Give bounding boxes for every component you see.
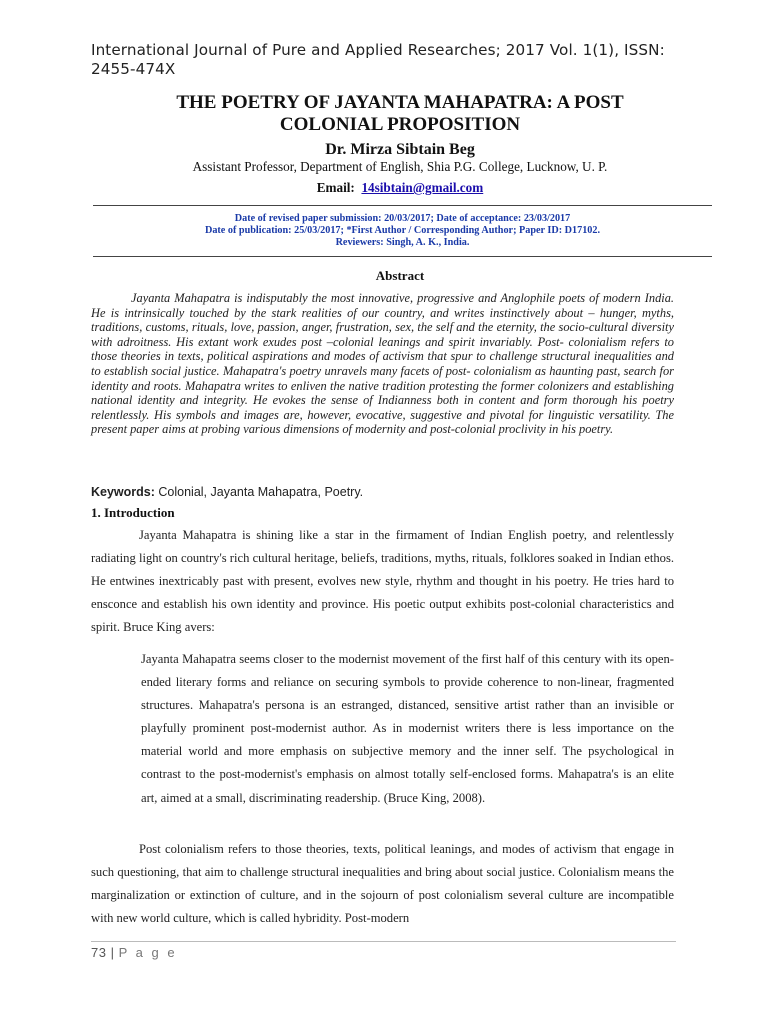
- bottom-divider: [93, 256, 712, 257]
- keywords-value: Colonial, Jayanta Mahapatra, Poetry.: [154, 485, 364, 499]
- dates-line-1: Date of revised paper submission: 20/03/2017; Date of acceptance: 23/03/2017: [234, 213, 571, 224]
- abstract-heading: Abstract: [375, 268, 425, 283]
- page-number: 73: [91, 945, 107, 960]
- submission-dates: [93, 213, 712, 250]
- introduction-heading: 1. Introduction: [91, 505, 175, 520]
- email-link[interactable]: 14sibtain@gmail.com: [361, 180, 484, 195]
- abstract-text: Jayanta Mahapatra is indisputably the most innovative, progressive and Anglophile poets of modern India. He is intrinsically touched by the stark realities of our country, and writes instinctively about – hunger, myths, traditions, customs, rituals, love, passion, anger, frustration, sex, the self and the eternity, the socio-cultural diversity with adroitness. His extant work exudes post –colonial leanings and spirit invariably. Post- colonialism refers to those theories in texts, political aspirations and modes of activism that spur to challenge structural inequalities and to establish social justice. Mahapatra's poetry unravels many facets of post- colonialism as haunting past, search for identity and roots. Mahapatra writes to enliven the native tradition protesting the former colonizers and establishing national identity and integrity. He evokes the sense of Indianness both in content and form thorough his poetry relentlessly. His symbols and images are, however, evocative, suggestive and pivotal for linguistic versatility. The present paper aims at probing various dimensions of modernity and post-colonial proclivity in his poetry.: [91, 291, 674, 437]
- author-affiliation: Assistant Professor, Department of English, Shia P.G. College, Lucknow, U. P.: [192, 159, 608, 174]
- email-label: Email:: [316, 180, 355, 195]
- introduction-paragraph-2: Post colonialism refers to those theories, texts, political leanings, and modes of activism that engage in such questioning, that aim to challenge structural inequalities and bring about social justice. Colonialism means the marginalization or extinction of culture, and in the sojourn of post colonialism several culture are incompatible with new world culture, which is called hybridity. Post-modern: [91, 842, 674, 926]
- keywords-label: Keywords:: [91, 485, 155, 499]
- page-separator: |: [110, 945, 115, 960]
- author-name: Dr. Mirza Sibtain Beg: [325, 141, 475, 158]
- introduction-paragraph-1: Jayanta Mahapatra is shining like a star in the firmament of Indian English poetry, and relentlessly radiating light on country's rich cultural heritage, beliefs, traditions, myths, rituals, folklores soaked in Indian ethos. He entwines inextricably past with present, evolves new style, rhythm and thought in his poetry. He tries hard to ensconce and establish his own identity and province. His poetic output exhibits post-colonial characteristics and spirit. Bruce King avers:: [91, 528, 674, 635]
- dates-line-2: Date of publication: 25/03/2017; *First Author / Corresponding Author; Paper ID: D17102.: [204, 225, 601, 237]
- page-label: P a g e: [118, 945, 178, 960]
- page-footer: [91, 945, 177, 960]
- block-quote: Jayanta Mahapatra seems closer to the modernist movement of the first half of this century with its open-ended literary forms and reliance on securing symbols to provide coherence to non-linear, fragmented structures. Mahapatra's persona is an estranged, distanced, sensitive artist rather than an invisible or playfully prominent post-modernist author. As in modernist writers there is less importance on the material world and more emphasis on subjective memory and the inner self. The psychological in contrast to the post-modernist's emphasis on almost totally self-enclosed forms. Mahapatra's is an elite art, aimed at a small, discriminating readership. (Bruce King, 2008).: [141, 652, 674, 805]
- top-divider: [93, 205, 712, 206]
- reviewers-line: Reviewers: Singh, A. K., India.: [335, 237, 470, 249]
- paper-title-line-2: COLONIAL PROPOSITION: [279, 114, 521, 135]
- journal-header: International Journal of Pure and Applied Researches; 2017 Vol. 1(1), ISSN: 2455-474X: [91, 41, 665, 78]
- paper-title-line-1: THE POETRY OF JAYANTA MAHAPATRA: A POST: [176, 92, 624, 113]
- footer-divider: [91, 941, 676, 942]
- keywords-line: [91, 485, 363, 499]
- email-line: [80, 180, 720, 196]
